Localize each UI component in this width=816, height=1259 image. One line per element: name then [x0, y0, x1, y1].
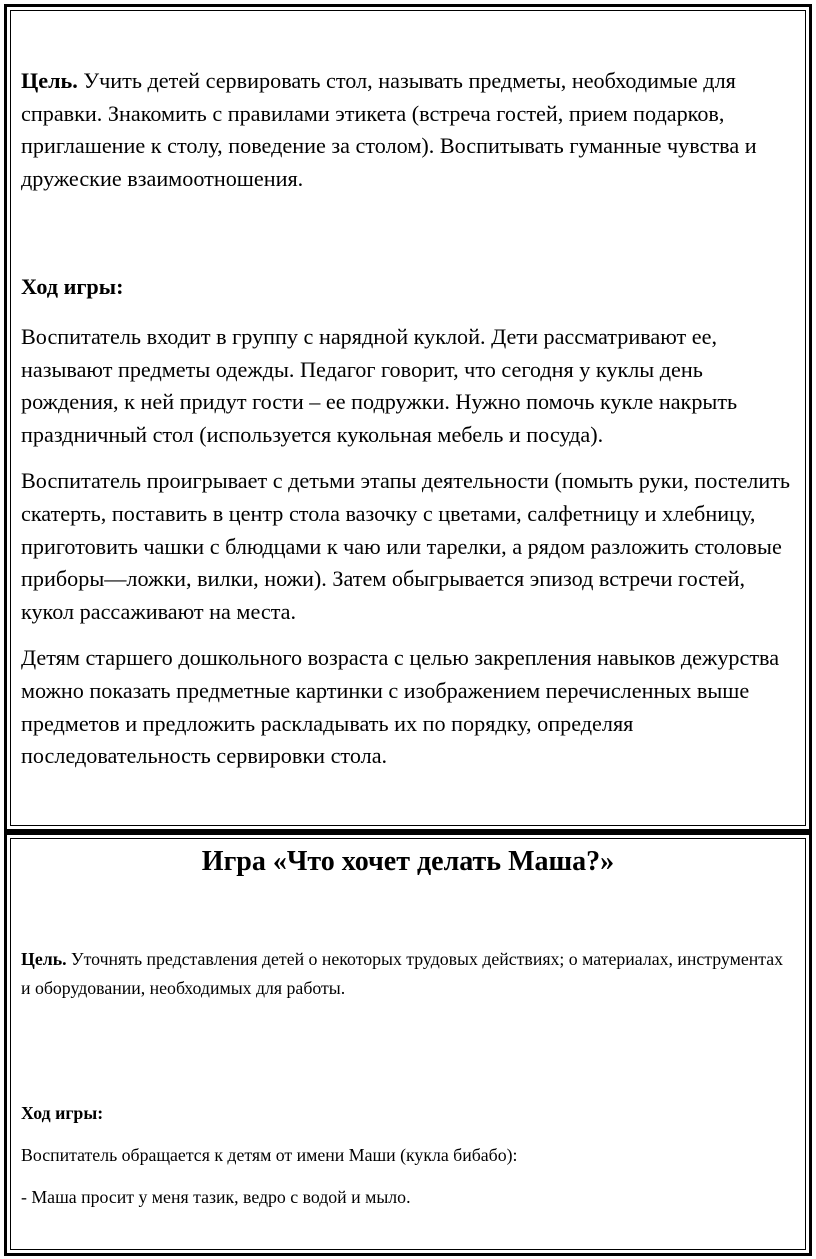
game-title-2: Игра «Что хочет делать Маша?»: [201, 846, 615, 877]
progress-heading-1: Ход игры:: [21, 274, 124, 300]
card-2-content: [21, 835, 795, 1212]
game-card-2: [4, 832, 812, 1256]
progress-heading-2: Ход игры:: [21, 1103, 104, 1123]
goal-paragraph-1: [21, 65, 795, 195]
game-card-1: [4, 4, 812, 832]
goal-text-1: Учить детей сервировать стол, называть предметы, необходимые для справки. Знакомить с правилами этикета (встреча гостей, прием подарков, приглашение к столу, поведение за столом). Воспитывать гуманные чувства и дружеские взаимоотношения.: [21, 68, 757, 191]
goal-text-2: Уточнять представления детей о некоторых трудовых действиях; о материалах, инструментах и оборудовании, необходимых для работы.: [21, 949, 784, 998]
paragraph-1-3: Детям старшего дошкольного возраста с целью закрепления навыков дежурства можно показать предметные картинки с изображением перечисленных выше предметов и предложить раскладывать их по порядку, определяя последовательность сервировки стола.: [21, 645, 780, 769]
paragraph-2-1: Воспитатель обращается к детям от имени Маши (кукла бибабо):: [21, 1145, 518, 1165]
paragraph-1-1: Воспитатель входит в группу с нарядной куклой. Дети рассматривают ее, называют предметы одежды. Педагог говорит, что сегодня у куклы день рождения, к ней придут гости – ее подружки. Нужно помочь кукле накрыть праздничный стол (используется кукольная мебель и посуда).: [21, 323, 738, 447]
goal-paragraph-2: [21, 945, 795, 1003]
card-1-content: [21, 65, 795, 773]
paragraph-2-2: - Маша просит у меня тазик, ведро с водой и мыло.: [21, 1187, 411, 1207]
goal-label-1: Цель.: [21, 68, 78, 93]
goal-label-2: Цель.: [21, 949, 67, 969]
paragraph-1-2: Воспитатель проигрывает с детьми этапы деятельности (помыть руки, постелить скатерть, поставить в центр стола вазочку с цветами, салфетницу и хлебницу, приготовить чашки с блюдцами к чаю или тарелки, а рядом разложить столовые приборы—ложки, вилки, ножи). Затем обыгрывается эпизод встречи гостей, кукол рассаживают на места.: [21, 468, 791, 624]
